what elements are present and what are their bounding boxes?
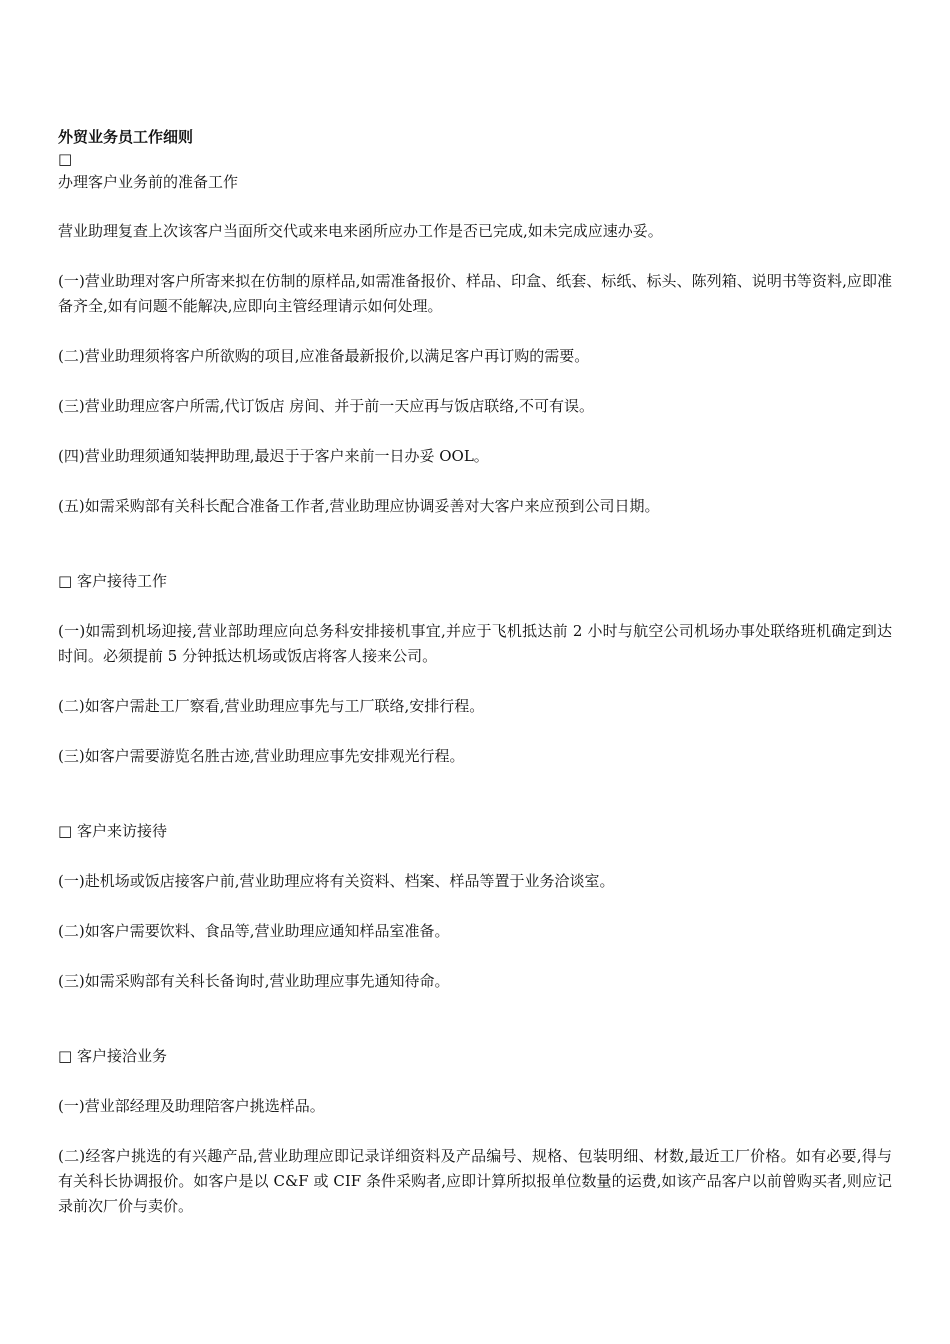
paragraph: (三)如客户需要游览名胜古迹,营业助理应事先安排观光行程。 <box>58 747 465 765</box>
section-preparation <box>58 170 892 519</box>
section-heading: □ 客户接待工作 <box>58 572 167 590</box>
section-reception <box>58 569 892 769</box>
paragraph: (三)营业助理应客户所需,代订饭店 房间、并于前一天应再与饭店联络,不可有误。 <box>58 397 595 415</box>
section-heading: 办理客户业务前的准备工作 <box>58 173 239 191</box>
paragraph: (二)如客户需要饮料、食品等,营业助理应通知样品室准备。 <box>58 922 450 940</box>
paragraph: (二)经客户挑选的有兴趣产品,营业助理应即记录详细资料及产品编号、规格、包装明细、材数,最近工厂价格。如有必要,得与有关科长协调报价。如客户是以 C&F 或 CIF 条件采购者,应即计算所拟报单位数量的运费,如该产品客户以前曾购买者,则应记录前次厂价与卖价。 <box>58 1147 892 1215</box>
paragraph: (二)如客户需赴工厂察看,营业助理应事先与工厂联络,安排行程。 <box>58 697 485 715</box>
paragraph: (四)营业助理须通知装押助理,最迟于于客户来前一日办妥 OOL。 <box>58 447 489 465</box>
paragraph: (一)如需到机场迎接,营业部助理应向总务科安排接机事宜,并应于飞机抵达前 2 小时与航空公司机场办事处联络班机确定到达时间。必须提前 5 分钟抵达机场或饭店将客人接来公司。 <box>58 622 892 665</box>
paragraph: (一)赴机场或饭店接客户前,营业助理应将有关资料、档案、样品等置于业务洽谈室。 <box>58 872 615 890</box>
section-heading: □ 客户来访接待 <box>58 822 167 840</box>
document-title: 外贸业务员工作细则 <box>58 128 194 146</box>
section-visit <box>58 819 892 994</box>
paragraph: 营业助理复查上次该客户当面所交代或来电来函所应办工作是否已完成,如未完成应速办妥。 <box>58 222 663 240</box>
paragraph: (二)营业助理须将客户所欲购的项目,应准备最新报价,以满足客户再订购的需要。 <box>58 347 590 365</box>
paragraph: (三)如需采购部有关科长备询时,营业助理应事先通知待命。 <box>58 972 450 990</box>
document-page <box>58 126 892 1219</box>
section-business <box>58 1044 892 1219</box>
checkbox-symbol: □ <box>58 150 73 168</box>
paragraph: (五)如需采购部有关科长配合准备工作者,营业助理应协调妥善对大客户来应预到公司日期。 <box>58 497 660 515</box>
paragraph: (一)营业助理对客户所寄来拟在仿制的原样品,如需准备报价、样品、印盒、纸套、标纸、标头、陈列箱、说明书等资料,应即准备齐全,如有问题不能解决,应即向主管经理请示如何处理。 <box>58 272 892 315</box>
paragraph: (一)营业部经理及助理陪客户挑选样品。 <box>58 1097 325 1115</box>
section-heading: □ 客户接洽业务 <box>58 1047 167 1065</box>
